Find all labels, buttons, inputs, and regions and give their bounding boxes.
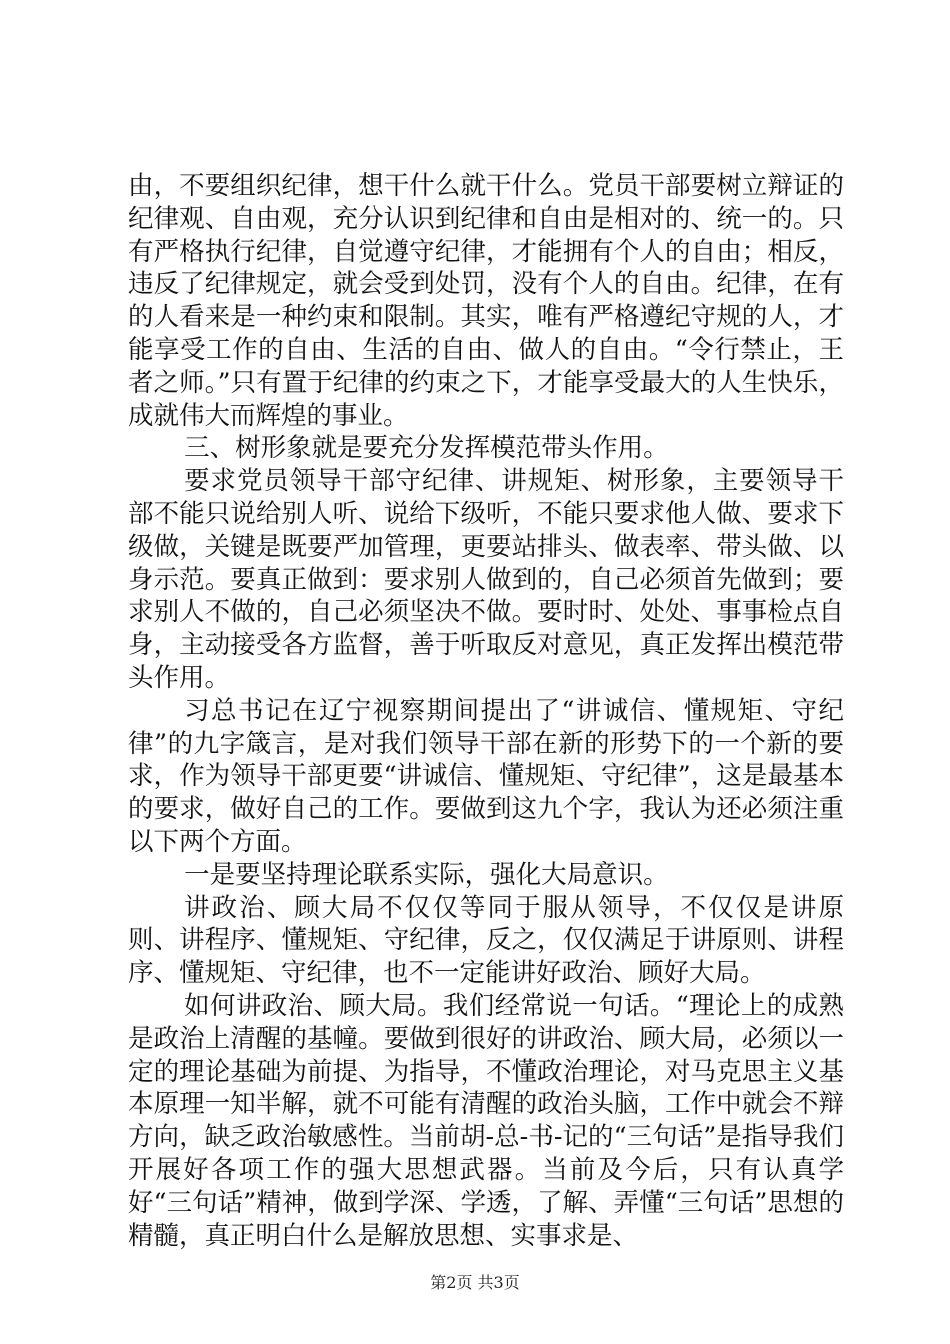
paragraph: 习总书记在辽宁视察期间提出了“讲诚信、懂规矩、守纪律”的九字箴言，是对我们领导干部在新的形势下的一个新的要求，作为领导干部更要“讲诚信、懂规矩、守纪律”，这是最基本的要求，做好自己的工作。要做到这九个字，我认为还必须注重以下两个方面。 (128, 695, 844, 857)
paragraph-continued: 由，不要组织纪律，想干什么就干什么。党员干部要树立辩证的纪律观、自由观，充分认识到纪律和自由是相对的、统一的。只有严格执行纪律，自觉遵守纪律，才能拥有个人的自由；相反，违反了纪律规定，就会受到处罚，没有个人的自由。纪律，在有的人看来是一种约束和限制。其实，唯有严格遵纪守规的人，才能享受工作的自由、生活的自由、做人的自由。“令行禁止，王者之师。”只有置于纪律的约束之下，才能享受最大的人生快乐，成就伟大而辉煌的事业。 (128, 171, 844, 431)
document-body (128, 170, 844, 1252)
paragraph: 如何讲政治、顾大局。我们经常说一句话。“理论上的成熟是政治上清醒的基幢。要做到很好的讲政治、顾大局，必须以一定的理论基础为前提、为指导，不懂政治理论，对马克思主义基本原理一知半解，就不可能有清醒的政治头脑，工作中就会不辩方向，缺乏政治敏感性。当前胡-总-书-记的“三句话”是指导我们开展好各项工作的强大思想武器。当前及今后，只有认真学好“三句话”精神，做到学深、学透，了解、弄懂“三句话”思想的精髓，真正明白什么是解放思想、实事求是、 (128, 990, 844, 1251)
section-heading: 三、树形象就是要充分发挥模范带头作用。 (184, 433, 669, 464)
page-number: 第2页 共3页 (430, 1273, 520, 1292)
subsection-heading: 一是要坚持理论联系实际，强化大局意识。 (184, 859, 669, 890)
paragraph: 要求党员领导干部守纪律、讲规矩、树形象，主要领导干部不能只说给别人听、说给下级听，不能只要求他人做、要求下级做，关键是既要严加管理，更要站排头、做表率、带头做、以身示范。要真正做到：要求别人做到的，自己必须首先做到；要求别人不做的，自己必须坚决不做。要时时、处处、事事检点自身，主动接受各方监督，善于听取反对意见，真正发挥出模范带头作用。 (128, 466, 844, 693)
page-footer (0, 1270, 950, 1293)
paragraph: 讲政治、顾大局不仅仅等同于服从领导，不仅仅是讲原则、讲程序、懂规矩、守纪律，反之，仅仅满足于讲原则、讲程序、懂规矩、守纪律，也不一定能讲好政治、顾好大局。 (128, 892, 844, 989)
